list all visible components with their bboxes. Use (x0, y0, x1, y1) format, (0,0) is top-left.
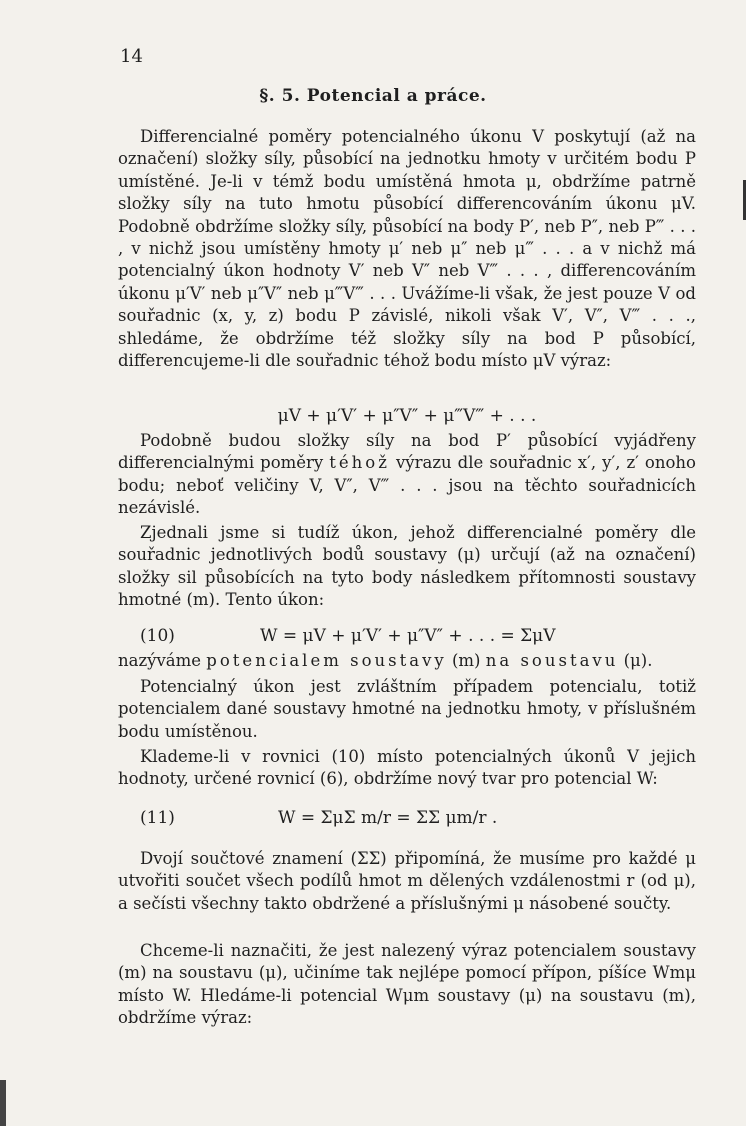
section-heading: §. 5. Potencial a práce. (259, 86, 487, 106)
equation-11-number: (11) (140, 808, 175, 828)
paragraph-4 (118, 650, 696, 672)
paragraph-4-text-b: (μ). (618, 651, 653, 670)
equation-10 (118, 624, 696, 648)
equation-11 (118, 806, 696, 832)
paragraph-4-emphasis-2: na soustavu (485, 651, 619, 670)
paragraph-4-text-a: nazýváme (118, 651, 207, 670)
scan-binding-mark (0, 1080, 6, 1126)
paragraph-8: Chceme-li naznačiti, že jest nalezený výraz potencialem soustavy (m) na soustavu (μ), učiníme tak nejlépe pomocí přípon, píšíce Wmμ místo W. Hledáme-li potencial Wμm soustavy (μ) na soustavu (m), obdržíme výraz: (118, 941, 696, 1028)
paragraph-1: Differencialné poměry potencialného úkonu V poskytují (až na označení) složky síly, působící na jednotku hmoty v určitém bodu P umístěné. Je-li v témž bodu umístěná hmota μ, obdržíme patrně složky síly na tuto hmotu působící differencováním úkonu μV. Podobně obdržíme složky síly, působící na body P′, neb P″, neb P‴ . . . , v nichž jsou umístěny hmoty μ′ neb μ″ neb μ‴ . . . a v nichž má potencialný úkon hodnoty V′ neb V″ neb V‴ . . . , differencováním úkonu μ′V′ neb μ″V″ neb μ‴V‴ . . . Uvážíme-li však, že jest pouze V od souřadnic (x, y, z) bodu P závislé, nikoli však V′, V″, V‴ . . ., shledáme, že obdržíme též složky síly na bod P působící, differencujeme-li dle souřadnic téhož bodu místo μV výraz: (118, 127, 696, 371)
paragraph-4-text-m: (m) (446, 651, 486, 670)
paragraph-4-emphasis-1: potencialem soustavy (206, 651, 447, 670)
page-number: 14 (120, 46, 143, 67)
equation-10-number: (10) (140, 626, 175, 646)
paragraph-7: Dvojí součtové znamení (ΣΣ) připomíná, že musíme pro každé μ utvořiti součet všech podílů hmot m dělených vzdálenostmi r (od μ), a sečísti všechny takto obdržené a příslušnými μ násobené součty. (118, 849, 696, 913)
paragraph-2 (118, 430, 696, 520)
paragraph-6: Klademe-li v rovnici (10) místo potencialných úkonů V jejich hodnoty, určené rovnicí (6), obdržíme nový tvar pro potencial W: (118, 747, 696, 789)
paragraph-2-text-a: Podobně budou složky síly na bod P′ působící vyjádřeny differencialnými poměry (118, 431, 696, 473)
equation-10-body: W = μV + μ′V′ + μ″V″ + . . . = ΣμV (260, 626, 556, 646)
expression-sum: μV + μ′V′ + μ″V″ + μ‴V‴ + . . . (277, 406, 537, 426)
paragraph-2-text-b: výrazu dle souřadnic x′, y′, z′ onoho bodu; neboť veličiny V, V″, V‴ . . . jsou na těchto souřadnicích nezávislé. (118, 453, 696, 518)
paragraph-5: Potencialný úkon jest zvláštním případem potencialu, totiž potencialem dané soustavy hmotné na jednotku hmoty, v příslušném bodu umístěnou. (118, 677, 696, 741)
paragraph-2-emphasis: téhož (329, 453, 390, 473)
equation-11-body: W = ΣμΣ m/r = ΣΣ μm/r . (278, 808, 498, 828)
paragraph-3: Zjednali jsme si tudíž úkon, jehož differencialné poměry dle souřadnic jednotlivých bodů soustavy (μ) určují (až na označení) složky sil působících na tyto body následkem přítomnosti soustavy hmotné (m). Tento úkon: (118, 523, 696, 610)
